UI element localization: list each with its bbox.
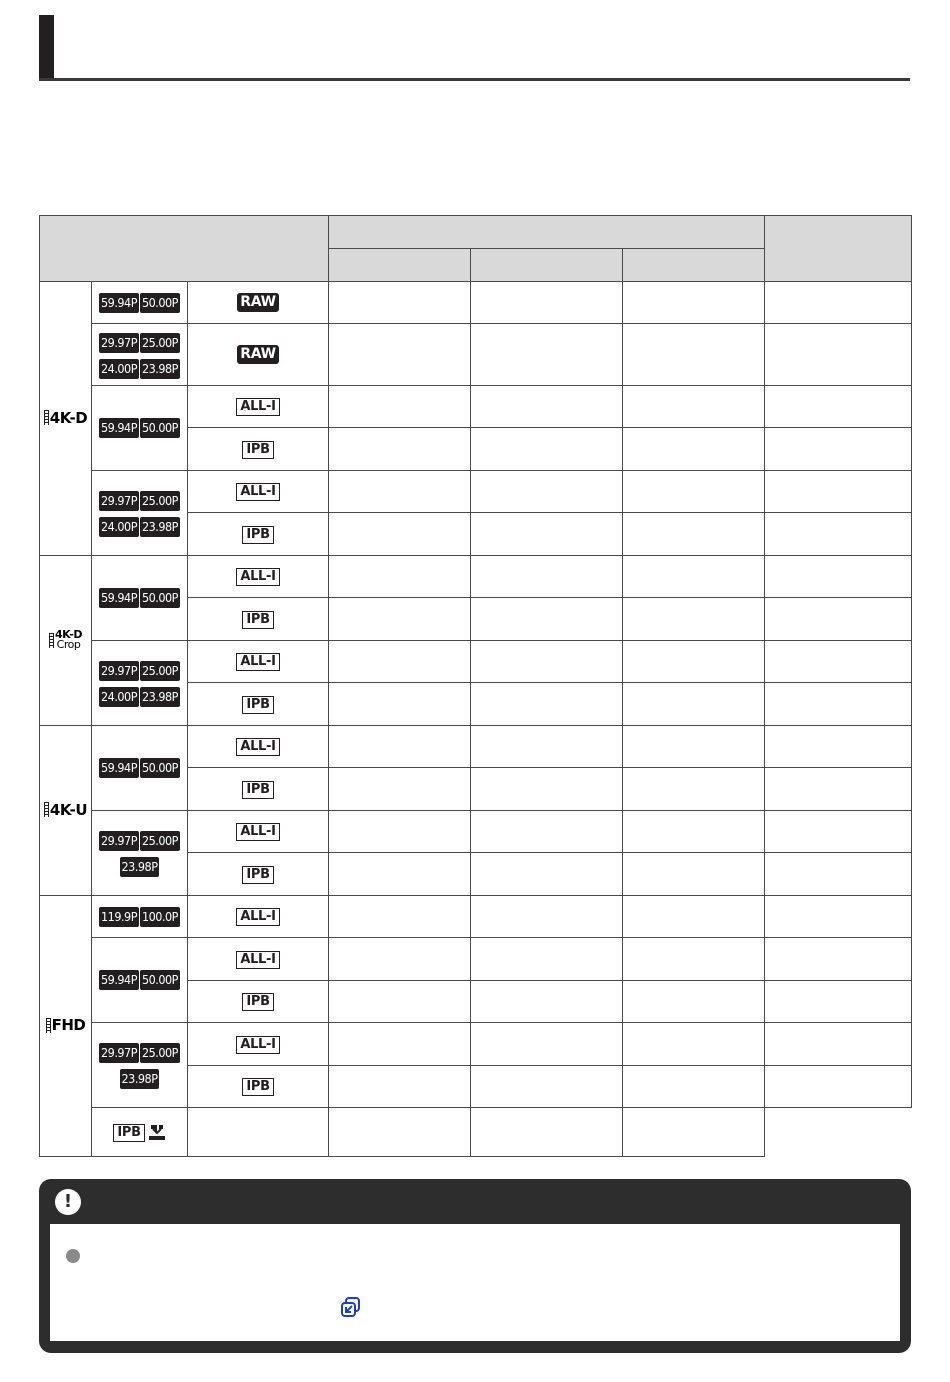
all-i-icon: ALL-I xyxy=(236,951,279,969)
download-arrow-icon xyxy=(148,1124,166,1142)
size-fhd xyxy=(40,896,92,1157)
value-cell xyxy=(471,726,623,768)
value-cell xyxy=(765,683,912,726)
value-cell xyxy=(623,853,765,896)
ipb-icon: IPB xyxy=(113,1124,144,1142)
empty-cell xyxy=(765,1108,912,1157)
value-cell xyxy=(623,1066,765,1108)
value-cell xyxy=(623,556,765,598)
fr-badge-1000: 100.0P xyxy=(140,907,180,927)
header-movie-size xyxy=(40,216,329,282)
frame-rate-cell xyxy=(92,811,188,896)
value-cell xyxy=(623,896,765,938)
value-cell xyxy=(329,853,471,896)
compression-cell xyxy=(188,641,329,683)
compression-cell xyxy=(188,811,329,853)
value-cell xyxy=(329,386,471,428)
value-cell xyxy=(471,1066,623,1108)
value-cell xyxy=(471,641,623,683)
fr-badge-2398: 23.98P xyxy=(140,359,180,379)
value-cell xyxy=(765,386,912,428)
value-cell xyxy=(329,811,471,853)
compression-cell xyxy=(188,938,329,981)
fr-badge-5000: 50.00P xyxy=(140,418,180,438)
fr-badge-2400: 24.00P xyxy=(99,687,139,707)
page-title-marker xyxy=(39,15,54,81)
value-cell xyxy=(471,853,623,896)
fr-badge-2997: 29.97P xyxy=(99,491,139,511)
movie-size-4k-u-icon xyxy=(44,801,87,819)
value-cell xyxy=(471,1108,623,1157)
header-recording-time xyxy=(329,216,765,249)
fr-badge-5994: 59.94P xyxy=(99,970,139,990)
fr-badge-2997: 29.97P xyxy=(99,333,139,353)
recording-time-table xyxy=(39,215,912,1157)
header-sub-col-1 xyxy=(329,249,471,282)
value-cell xyxy=(765,938,912,981)
header-bit-rate xyxy=(765,216,912,282)
value-cell xyxy=(329,471,471,513)
compression-cell xyxy=(188,471,329,513)
compression-cell xyxy=(188,683,329,726)
fr-badge-5994: 59.94P xyxy=(99,588,139,608)
value-cell xyxy=(623,324,765,386)
header-sub-col-3 xyxy=(623,249,765,282)
value-cell xyxy=(471,981,623,1023)
value-cell xyxy=(765,768,912,811)
compression-cell xyxy=(188,1023,329,1066)
value-cell xyxy=(623,811,765,853)
ipb-icon: IPB xyxy=(242,1078,273,1096)
compression-cell xyxy=(188,726,329,768)
value-cell xyxy=(329,1108,471,1157)
fr-badge-2398: 23.98P xyxy=(120,857,160,877)
fr-badge-2500: 25.00P xyxy=(140,831,180,851)
size-label-bottom: Crop xyxy=(56,638,81,652)
caution-body xyxy=(50,1224,900,1341)
size-label: 4K-U xyxy=(49,800,88,819)
value-cell xyxy=(471,282,623,324)
value-cell xyxy=(623,641,765,683)
value-cell xyxy=(765,1066,912,1108)
fr-badge-5000: 50.00P xyxy=(140,293,180,313)
fr-badge-5000: 50.00P xyxy=(140,588,180,608)
size-4k-d-crop xyxy=(40,556,92,726)
ipb-icon: IPB xyxy=(242,441,273,459)
value-cell xyxy=(765,811,912,853)
value-cell xyxy=(623,981,765,1023)
frame-rate-cell xyxy=(92,471,188,556)
compression-cell xyxy=(188,428,329,471)
frame-rate-cell xyxy=(92,938,188,1023)
compression-cell xyxy=(188,981,329,1023)
value-cell xyxy=(765,282,912,324)
value-cell xyxy=(329,938,471,981)
header-sub-col-2 xyxy=(471,249,623,282)
value-cell xyxy=(471,556,623,598)
all-i-icon: ALL-I xyxy=(236,653,279,671)
value-cell xyxy=(623,598,765,641)
compression-cell xyxy=(188,598,329,641)
value-cell xyxy=(471,768,623,811)
value-cell xyxy=(329,768,471,811)
ipb-icon: IPB xyxy=(242,611,273,629)
value-cell xyxy=(623,1108,765,1157)
fr-badge-1199: 119.9P xyxy=(99,907,139,927)
value-cell xyxy=(471,324,623,386)
ipb-icon: IPB xyxy=(242,696,273,714)
fr-badge-2500: 25.00P xyxy=(140,491,180,511)
value-cell xyxy=(471,811,623,853)
value-cell xyxy=(623,428,765,471)
compression-cell xyxy=(188,282,329,324)
value-cell xyxy=(765,981,912,1023)
movie-size-4k-d-icon xyxy=(44,409,87,427)
raw-icon: RAW xyxy=(237,345,279,364)
value-cell xyxy=(471,386,623,428)
ipb-icon: IPB xyxy=(242,781,273,799)
value-cell xyxy=(471,896,623,938)
compression-cell xyxy=(188,513,329,556)
ipb-icon: IPB xyxy=(242,993,273,1011)
raw-icon: RAW xyxy=(237,293,279,312)
movie-size-4k-d-crop-icon xyxy=(49,630,82,650)
value-cell xyxy=(329,981,471,1023)
fr-badge-2400: 24.00P xyxy=(99,359,139,379)
compression-cell xyxy=(188,853,329,896)
value-cell xyxy=(623,386,765,428)
value-cell xyxy=(329,428,471,471)
fr-badge-5000: 50.00P xyxy=(140,970,180,990)
frame-rate-cell xyxy=(92,726,188,811)
all-i-icon: ALL-I xyxy=(236,568,279,586)
compression-cell xyxy=(188,386,329,428)
value-cell xyxy=(623,726,765,768)
all-i-icon: ALL-I xyxy=(236,483,279,501)
compression-cell xyxy=(188,768,329,811)
fr-badge-5994: 59.94P xyxy=(99,293,139,313)
fr-badge-2997: 29.97P xyxy=(99,1043,139,1063)
value-cell xyxy=(765,324,912,386)
fr-badge-5000: 50.00P xyxy=(140,758,180,778)
frame-rate-cell xyxy=(92,386,188,471)
value-cell xyxy=(471,471,623,513)
value-cell xyxy=(765,513,912,556)
size-4k-u xyxy=(40,726,92,896)
ipb-light-download-icon xyxy=(113,1124,165,1142)
value-cell xyxy=(471,938,623,981)
value-cell xyxy=(329,1066,471,1108)
ipb-light-cell xyxy=(92,1108,188,1157)
value-cell xyxy=(623,768,765,811)
fr-badge-5994: 59.94P xyxy=(99,758,139,778)
movie-size-fhd-icon xyxy=(46,1016,86,1034)
fr-badge-2398: 23.98P xyxy=(120,1069,160,1089)
value-cell xyxy=(329,282,471,324)
size-label-top: 4K-D xyxy=(55,628,82,642)
value-cell xyxy=(765,556,912,598)
value-cell xyxy=(188,1108,329,1157)
all-i-icon: ALL-I xyxy=(236,738,279,756)
page-link-icon[interactable] xyxy=(341,1297,361,1317)
fr-badge-2997: 29.97P xyxy=(99,831,139,851)
value-cell xyxy=(329,556,471,598)
all-i-icon: ALL-I xyxy=(236,908,279,926)
value-cell xyxy=(765,471,912,513)
bullet-dot xyxy=(66,1249,80,1263)
all-i-icon: ALL-I xyxy=(236,823,279,841)
value-cell xyxy=(471,598,623,641)
size-label: FHD xyxy=(51,1016,86,1035)
frame-rate-cell xyxy=(92,1023,188,1108)
fr-badge-2997: 29.97P xyxy=(99,661,139,681)
value-cell xyxy=(765,598,912,641)
value-cell xyxy=(471,1023,623,1066)
value-cell xyxy=(329,896,471,938)
all-i-icon: ALL-I xyxy=(236,1036,279,1054)
fr-badge-2500: 25.00P xyxy=(140,1043,180,1063)
value-cell xyxy=(623,683,765,726)
caution-panel xyxy=(39,1179,911,1353)
size-label: 4K-D xyxy=(49,408,88,427)
ipb-icon: IPB xyxy=(242,866,273,884)
value-cell xyxy=(765,641,912,683)
page-title-rule xyxy=(39,78,910,81)
fr-badge-2398: 23.98P xyxy=(140,517,180,537)
frame-rate-cell xyxy=(92,896,188,938)
fr-badge-5994: 59.94P xyxy=(99,418,139,438)
value-cell xyxy=(329,324,471,386)
value-cell xyxy=(623,513,765,556)
fr-badge-2500: 25.00P xyxy=(140,661,180,681)
fr-badge-2398: 23.98P xyxy=(140,687,180,707)
ipb-icon: IPB xyxy=(242,526,273,544)
value-cell xyxy=(471,428,623,471)
fr-badge-2400: 24.00P xyxy=(99,517,139,537)
value-cell xyxy=(765,853,912,896)
value-cell xyxy=(623,471,765,513)
fr-badge-2500: 25.00P xyxy=(140,333,180,353)
compression-cell xyxy=(188,556,329,598)
value-cell xyxy=(623,282,765,324)
value-cell xyxy=(623,938,765,981)
frame-rate-cell xyxy=(92,282,188,324)
value-cell xyxy=(329,683,471,726)
value-cell xyxy=(471,683,623,726)
frame-rate-cell xyxy=(92,641,188,726)
value-cell xyxy=(765,1023,912,1066)
value-cell xyxy=(623,1023,765,1066)
exclamation-circle-icon: ! xyxy=(55,1189,81,1215)
value-cell xyxy=(765,896,912,938)
frame-rate-cell xyxy=(92,556,188,641)
value-cell xyxy=(765,428,912,471)
value-cell xyxy=(329,513,471,556)
size-4k-d xyxy=(40,282,92,556)
value-cell xyxy=(471,513,623,556)
compression-cell xyxy=(188,896,329,938)
value-cell xyxy=(329,1023,471,1066)
value-cell xyxy=(329,641,471,683)
value-cell xyxy=(329,726,471,768)
compression-cell xyxy=(188,1066,329,1108)
value-cell xyxy=(329,598,471,641)
all-i-icon: ALL-I xyxy=(236,398,279,416)
compression-cell xyxy=(188,324,329,386)
value-cell xyxy=(765,726,912,768)
frame-rate-cell xyxy=(92,324,188,386)
